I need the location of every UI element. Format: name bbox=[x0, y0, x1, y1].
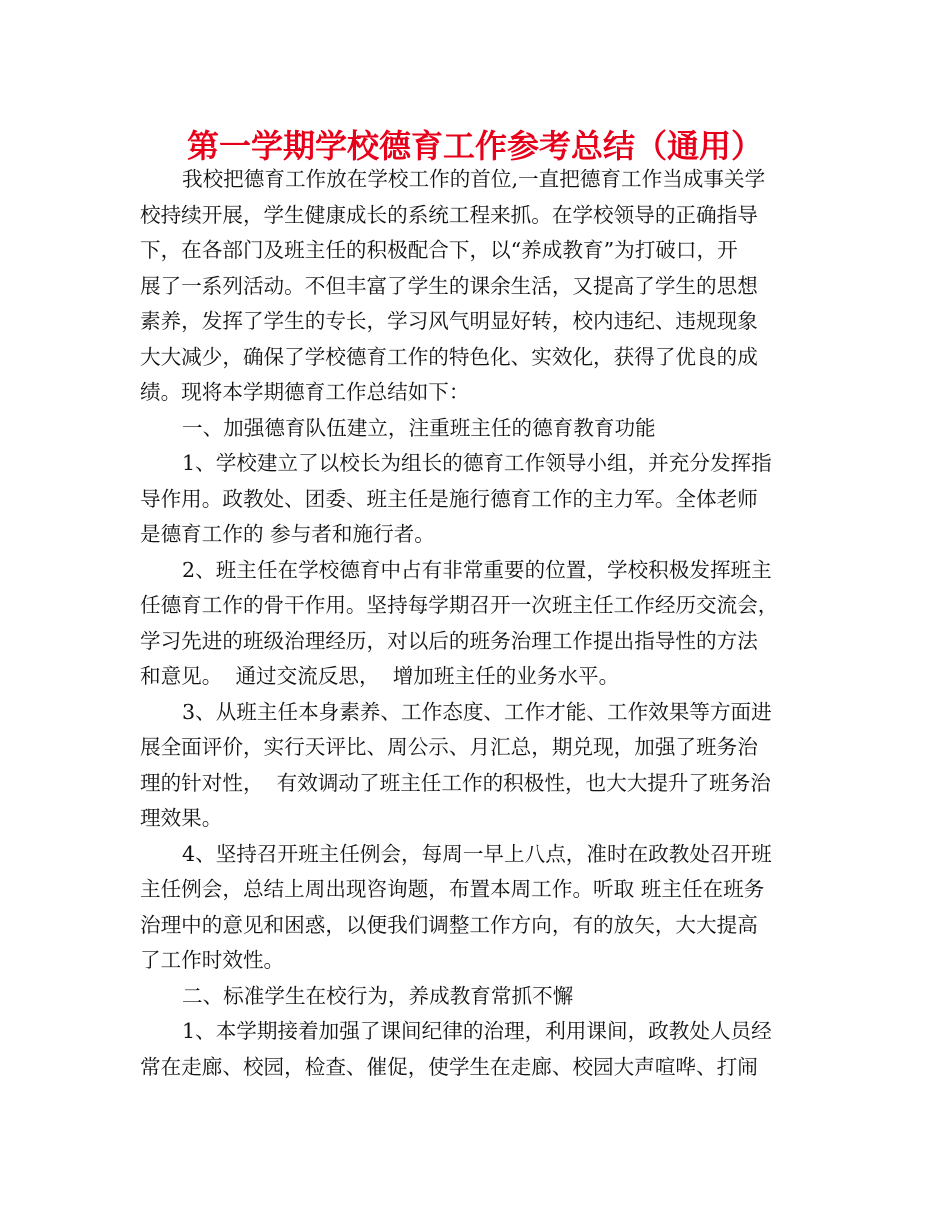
text-line: 校持续开展，学生健康成长的系统工程来抓。在学校领导的正确指导 bbox=[140, 202, 758, 227]
text-line: 和意见。 通过交流反思， 增加班主任的业务水平。 bbox=[140, 664, 620, 688]
text-line: 绩。现将本学期德育工作总结如下： bbox=[140, 380, 470, 404]
text-line: 1、学校建立了以校长为组长的德育工作领导小组，并充分发挥指 bbox=[182, 451, 772, 475]
document-title: 第一学期学校德育工作参考总结（通用） bbox=[186, 127, 763, 165]
text-line: 二、标准学生在校行为，养成教育常抓不懈 bbox=[182, 983, 574, 1008]
text-line: 1、本学期接着加强了课间纪律的治理，利用课间，政教处人员经 bbox=[182, 1019, 772, 1043]
text-line: 了工作时效性。 bbox=[140, 948, 285, 972]
text-line: 2、班主任在学校德育中占有非常重要的位置，学校积极发挥班主 bbox=[182, 557, 772, 582]
document-body bbox=[140, 162, 812, 1085]
text-line: 下，在各部门及班主任的积极配合下，以“养成教育”为打破口，开 bbox=[140, 238, 738, 262]
text-line: 理效果。 bbox=[140, 806, 223, 830]
text-line: 导作用。政教处、团委、班主任是施行德育工作的主力军。全体老师 bbox=[140, 486, 758, 511]
text-line: 展全面评价，实行天评比、周公示、月汇总，期兑现，加强了班务治 bbox=[140, 735, 758, 759]
text-line: 治理中的意见和困惑，以便我们调整工作方向，有的放矢，大大提高 bbox=[140, 912, 758, 937]
text-line: 是德育工作的 参与者和施行者。 bbox=[140, 522, 435, 546]
text-line: 理的针对性， 有效调动了班主任工作的积极性，也大大提升了班务治 bbox=[140, 770, 771, 795]
text-line: 4、坚持召开班主任例会，每周一早上八点，准时在政教处召开班 bbox=[182, 841, 772, 866]
text-line: 学习先进的班级治理经历，对以后的班务治理工作提出指导性的方法 bbox=[140, 628, 758, 653]
text-line: 任德育工作的骨干作用。坚持每学期召开一次班主任工作经历交流会， bbox=[140, 593, 779, 617]
text-line: 展了一系列活动。不但丰富了学生的课余生活，又提高了学生的思想 bbox=[140, 273, 758, 298]
text-line: 3、从班主任本身素养、工作态度、工作才能、工作效果等方面进 bbox=[182, 699, 772, 724]
text-line: 我校把德育工作放在学校工作的首位,一直把德育工作当成事关学 bbox=[182, 167, 766, 191]
text-line: 常在走廊、校园，检查、催促，使学生在走廊、校园大声喧哗、打闹 bbox=[140, 1054, 758, 1079]
text-line: 素养，发挥了学生的专长，学习风气明显好转，校内违纪、违规现象 bbox=[140, 309, 758, 333]
text-line: 主任例会，总结上周出现咨询题，布置本周工作。听取 班主任在班务 bbox=[140, 877, 765, 901]
text-line: 大大减少，确保了学校德育工作的特色化、实效化，获得了优良的成 bbox=[140, 344, 758, 369]
text-line: 一、加强德育队伍建立，注重班主任的德育教育功能 bbox=[182, 415, 656, 440]
